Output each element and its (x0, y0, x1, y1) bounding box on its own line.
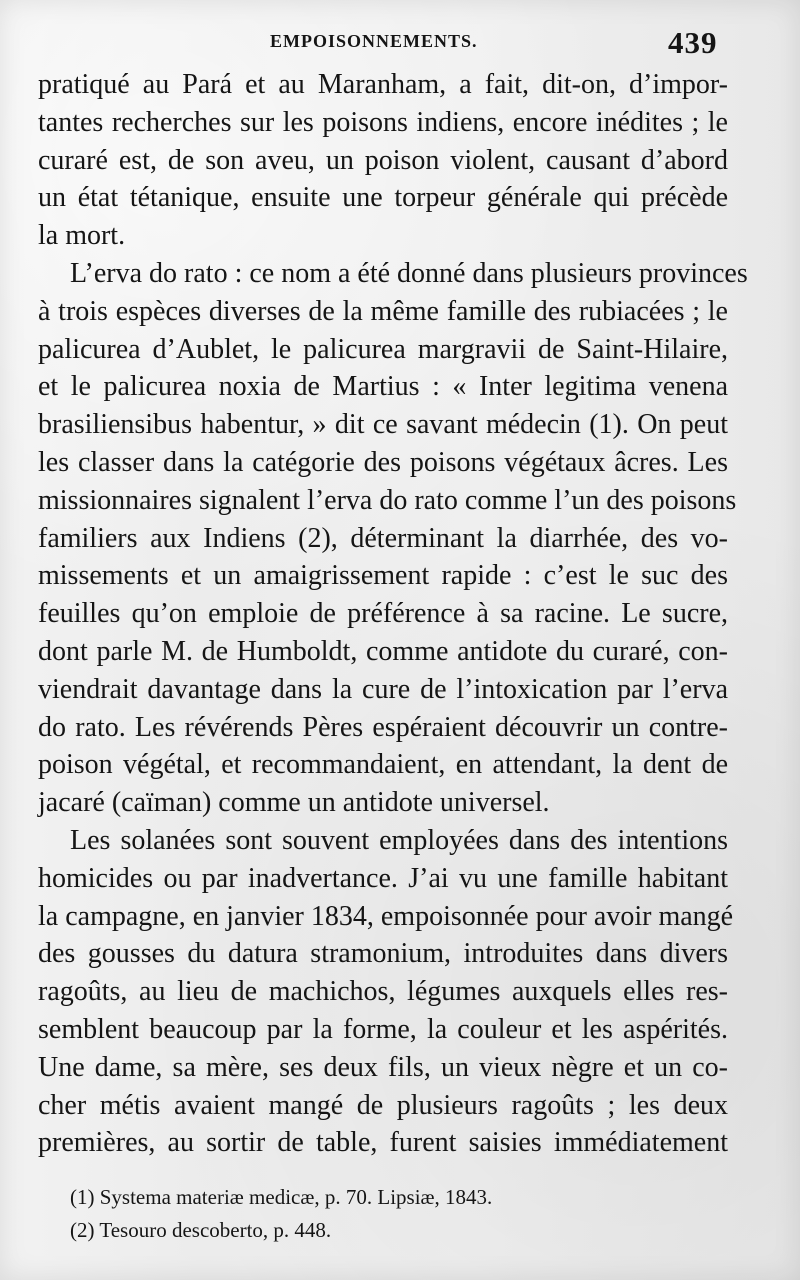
text-line: missionnaires signalent l’erva do rato comme l’un des poisons (38, 484, 737, 516)
text-line: la mort. (38, 220, 126, 252)
text-line: la campagne, en janvier 1834, empoisonnée pour avoir mangé (38, 900, 734, 932)
text-line: un état tétanique, ensuite une torpeur générale qui précède (38, 182, 728, 214)
text-line: dont parle M. de Humboldt, comme antidote du curaré, con- (38, 635, 728, 667)
footnotes (70, 1181, 690, 1247)
text-line: feuilles qu’on emploie de préférence à sa racine. Le sucre, (38, 598, 728, 630)
text-line: semblent beaucoup par la forme, la couleur et les aspérités. (38, 1013, 728, 1045)
text-line: Les solanées sont souvent employées dans des intentions (70, 824, 728, 856)
text-line: missements et un amaigrissement rapide : c’est le suc des (38, 560, 728, 592)
text-line: les classer dans la catégorie des poisons végétaux âcres. Les (38, 446, 728, 478)
text-line: viendrait davantage dans la cure de l’intoxication par l’erva (38, 673, 728, 705)
text-line: familiers aux Indiens (2), déterminant la diarrhée, des vo- (38, 522, 728, 554)
text-line: des gousses du datura stramonium, introduites dans divers (38, 938, 728, 970)
text-line: homicides ou par inadvertance. J’ai vu une famille habitant (38, 862, 728, 894)
text-line: à trois espèces diverses de la même famille des rubiacées ; le (38, 295, 728, 327)
text-line: ragoûts, au lieu de machichos, légumes auxquels elles res- (38, 976, 728, 1008)
text-line: poison végétal, et recommandaient, en attendant, la dent de (38, 749, 728, 781)
text-line: palicurea d’Aublet, le palicurea margravii de Saint-Hilaire, (38, 333, 728, 365)
text-line: L’erva do rato : ce nom a été donné dans plusieurs provinces (70, 257, 748, 289)
text-line: do rato. Les révérends Pères espéraient découvrir un contre- (38, 711, 728, 743)
text-line: cher métis avaient mangé de plusieurs ragoûts ; les deux (38, 1089, 728, 1121)
text-line: premières, au sortir de table, furent saisies immédiatement (38, 1127, 728, 1159)
text-line: jacaré (caïman) comme un antidote universel. (38, 787, 550, 819)
text-line: tantes recherches sur les poisons indiens, encore inédites ; le (38, 106, 728, 138)
footnote-2: (2) Tesouro descoberto, p. 448. (70, 1218, 332, 1242)
text-line: brasiliensibus habentur, » dit ce savant médecin (1). On peut (38, 409, 728, 441)
text-line: pratiqué au Pará et au Maranham, a fait, dit-on, d’impor- (38, 69, 728, 100)
running-head: EMPOISONNEMENTS. (270, 31, 478, 51)
text-line: Une dame, sa mère, ses deux fils, un vieux nègre et un co- (38, 1051, 728, 1083)
text-line: et le palicurea noxia de Martius : « Inter legitima venena (38, 371, 728, 403)
main-text (38, 66, 748, 1162)
text-line: curaré est, de son aveu, un poison violent, causant d’abord (38, 144, 728, 176)
page-number: 439 (668, 25, 718, 60)
footnote-1: (1) Systema materiæ medicæ, p. 70. Lipsiæ, 1843. (70, 1185, 493, 1209)
